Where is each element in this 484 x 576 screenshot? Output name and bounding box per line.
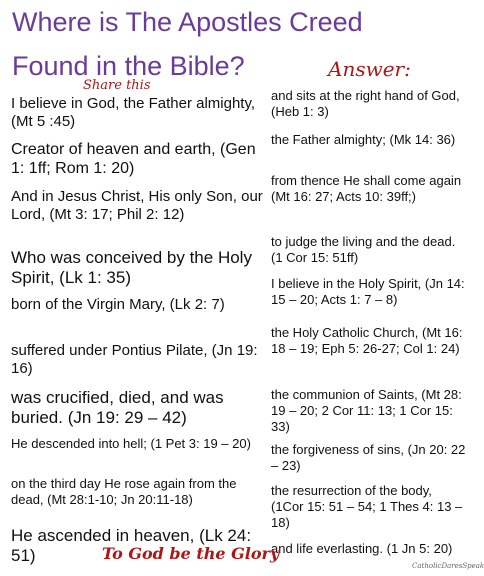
creed-right-1: and sits at the right hand of God, (Heb 1: 3) — [271, 88, 460, 119]
share-this-note: Share this — [83, 78, 151, 93]
creed-left-4: Who was conceived by the Holy Spirit, (Lk 1: 35) — [11, 248, 252, 287]
watermark-logo: CatholicDaresSpeak — [412, 562, 484, 570]
creed-left-7: was crucified, died, and was buried. (Jn 19: 29 – 42) — [11, 388, 224, 427]
creed-left-3: And in Jesus Christ, His only Son, our Lord, (Mt 3: 17; Phil 2: 12) — [11, 188, 263, 223]
to-god-be-the-glory: To God be the Glory — [102, 544, 280, 563]
creed-right-3: from thence He shall come again (Mt 16: 27; Acts 10: 39ff;) — [271, 173, 462, 204]
creed-right-8: the forgiveness of sins, (Jn 20: 22 – 23) — [271, 442, 466, 473]
creed-left-10: He ascended in heaven, (Lk 24: 51) — [11, 526, 252, 565]
creed-left-8: He descended into hell; (1 Pet 3: 19 – 20) — [11, 436, 251, 451]
creed-left-2: Creator of heaven and earth, (Gen 1: 1ff; Rom 1: 20) — [11, 141, 256, 177]
creed-right-10: and life everlasting. (1 Jn 5: 20) — [271, 541, 453, 556]
creed-right-7: the communion of Saints, (Mt 28: 19 – 20; 2 Cor 11: 13; 1 Cor 15: 33) — [271, 387, 462, 434]
title-line-2: Found in the Bible? — [12, 51, 245, 81]
answer-note: Answer: — [328, 57, 411, 81]
creed-right-5: I believe in the Holy Spirit, (Jn 14: 15 – 20; Acts 1: 7 – 8) — [271, 276, 465, 307]
title-line-1: Where is The Apostles Creed — [12, 7, 363, 37]
creed-right-6: the Holy Catholic Church, (Mt 16: 18 – 19; Eph 5: 26-27; Col 1: 24) — [271, 325, 463, 356]
creed-right-4: to judge the living and the dead. (1 Cor 15: 51ff) — [271, 234, 456, 265]
creed-right-2: the Father almighty; (Mk 14: 36) — [271, 132, 456, 147]
creed-left-6: suffered under Pontius Pilate, (Jn 19: 16) — [11, 342, 258, 377]
creed-left-9: on the third day He rose again from the dead, (Mt 28:1-10; Jn 20:11-18) — [11, 476, 237, 507]
creed-left-1: I believe in God, the Father almighty, (Mt 5 :45) — [11, 95, 256, 130]
creed-left-5: born of the Virgin Mary, (Lk 2: 7) — [11, 296, 225, 313]
creed-right-9: the resurrection of the body, (1Cor 15: 51 – 54; 1 Thes 4: 13 – 18) — [271, 483, 463, 530]
